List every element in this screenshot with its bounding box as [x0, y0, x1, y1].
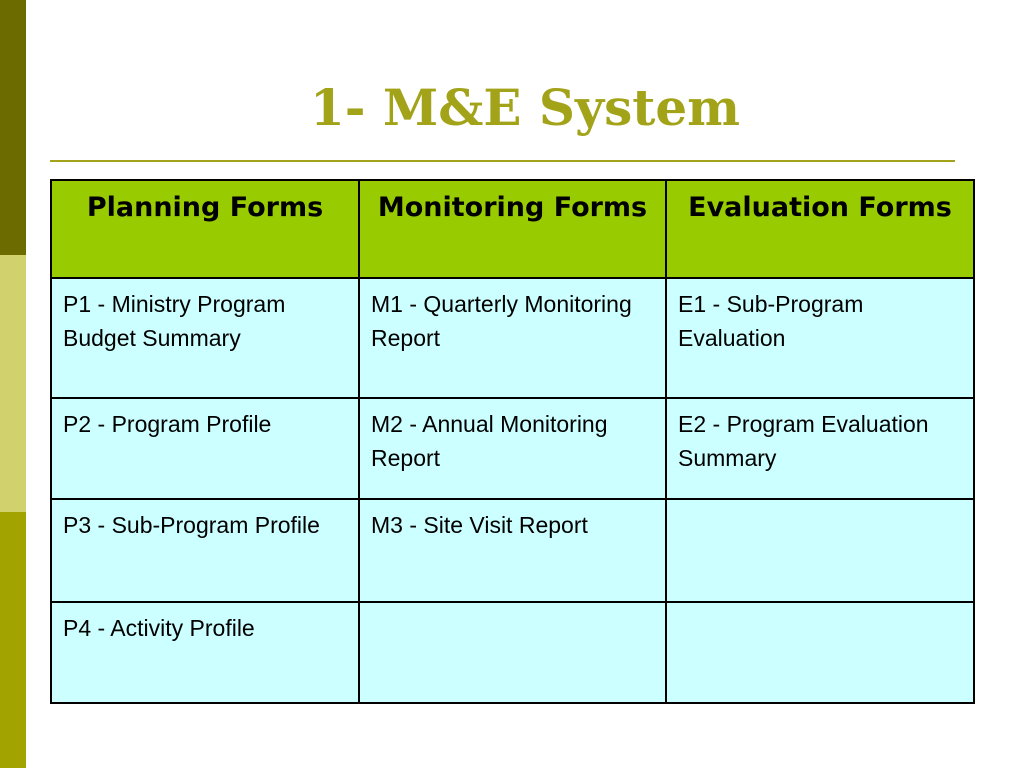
side-bar-segment-top [0, 0, 26, 255]
table-row [51, 398, 974, 499]
table-row [51, 602, 974, 703]
table-cell: P4 - Activity Profile [51, 602, 359, 703]
table-cell: M3 - Site Visit Report [359, 499, 666, 602]
table-cell: M2 - Annual Monitoring Report [359, 398, 666, 499]
header-monitoring-forms: Monitoring Forms [359, 180, 666, 278]
table-cell: P2 - Program Profile [51, 398, 359, 499]
table-row [51, 499, 974, 602]
slide-title: 1- M&E System [309, 78, 741, 137]
table-header-row [51, 180, 974, 278]
table-cell: E2 - Program Evaluation Summary [666, 398, 974, 499]
side-decoration-bar [0, 0, 26, 768]
table-cell [666, 499, 974, 602]
table-cell [666, 602, 974, 703]
table-cell: M1 - Quarterly Monitoring Report [359, 278, 666, 398]
side-bar-segment-bottom [0, 512, 26, 768]
table-row [51, 278, 974, 398]
forms-table [50, 179, 975, 704]
table-cell: P3 - Sub-Program Profile [51, 499, 359, 602]
title-underline [50, 160, 955, 162]
side-bar-segment-middle [0, 255, 26, 512]
table-cell [359, 602, 666, 703]
header-evaluation-forms: Evaluation Forms [666, 180, 974, 278]
table-cell: P1 - Ministry Program Budget Summary [51, 278, 359, 398]
header-planning-forms: Planning Forms [51, 180, 359, 278]
table-cell: E1 - Sub-Program Evaluation [666, 278, 974, 398]
